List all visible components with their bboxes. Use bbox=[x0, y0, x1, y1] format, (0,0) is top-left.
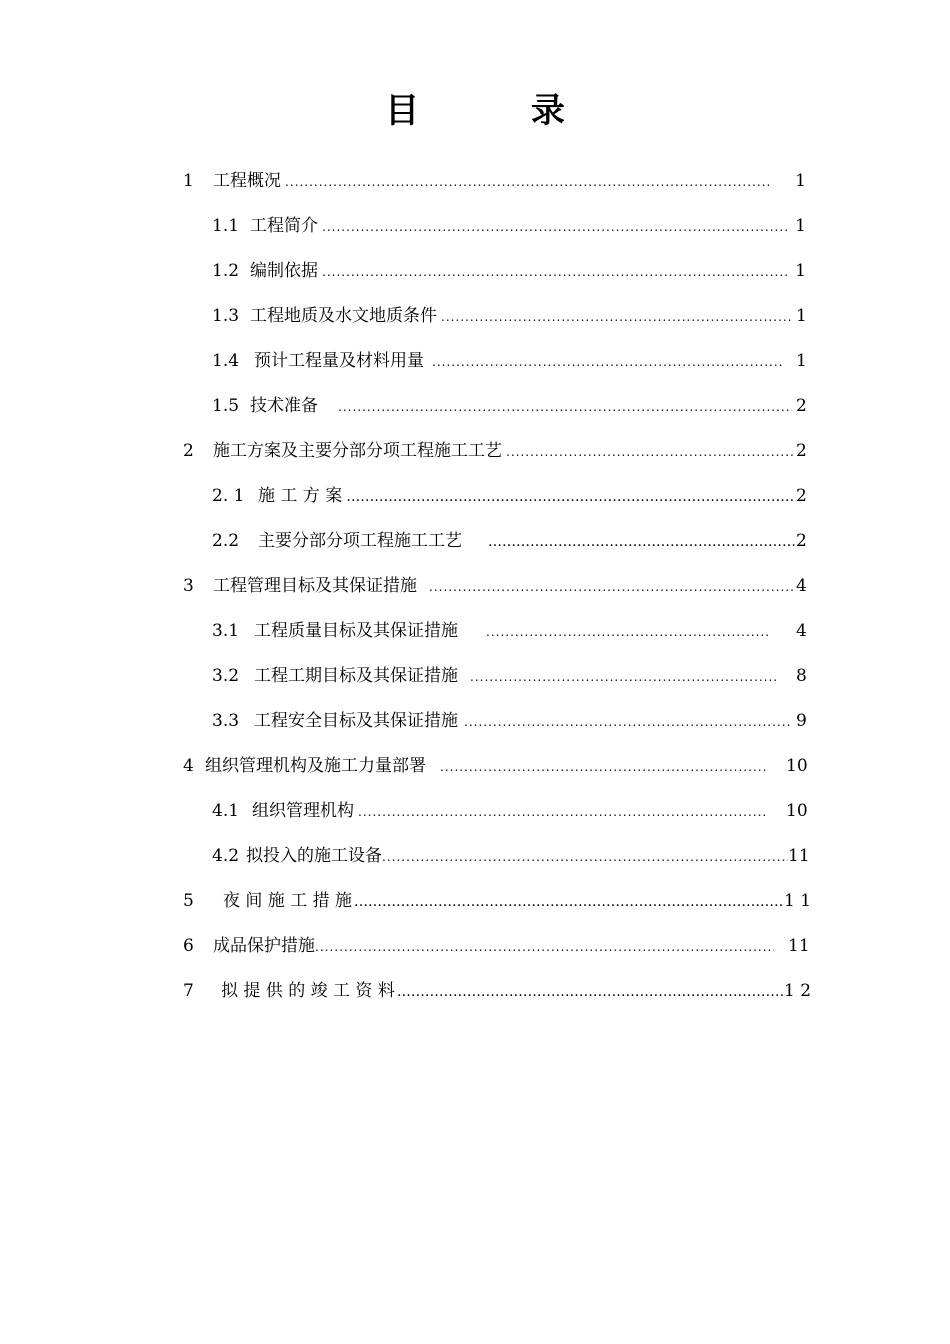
toc-leader bbox=[441, 304, 792, 330]
toc-number: 1 bbox=[183, 171, 194, 191]
toc-entry[interactable] bbox=[212, 348, 806, 374]
toc-leader bbox=[470, 664, 778, 690]
toc-title: 组织管理机构及施工力量部署 bbox=[205, 756, 426, 776]
toc-leader bbox=[354, 889, 784, 915]
toc-entry[interactable] bbox=[183, 573, 806, 599]
toc-leader bbox=[358, 799, 768, 825]
toc-title: 工程质量目标及其保证措施 bbox=[254, 621, 458, 641]
toc-leader bbox=[315, 934, 774, 960]
toc-page-number: 1 2 bbox=[784, 981, 812, 1001]
toc-number: 1.4 bbox=[212, 351, 240, 371]
toc-leader bbox=[397, 979, 784, 1005]
toc-entry[interactable] bbox=[183, 888, 812, 914]
toc-entry[interactable] bbox=[212, 213, 806, 239]
toc-page-number: 4 bbox=[796, 576, 807, 596]
toc-leader bbox=[322, 259, 788, 285]
toc-entry[interactable] bbox=[212, 618, 806, 644]
toc-page-number: 2 bbox=[796, 396, 807, 416]
toc-page-number: 1 bbox=[795, 171, 806, 191]
toc-page-number: 10 bbox=[786, 801, 808, 821]
toc-entry[interactable] bbox=[212, 798, 806, 824]
toc-entry[interactable] bbox=[212, 843, 810, 869]
toc-title: 拟 提 供 的 竣 工 资 料 bbox=[221, 981, 395, 1001]
toc-entry[interactable] bbox=[212, 258, 806, 284]
toc-number: 6 bbox=[183, 936, 194, 956]
toc-title: 组织管理机构 bbox=[252, 801, 354, 821]
toc-title: 成品保护措施 bbox=[213, 936, 315, 956]
toc-entry[interactable] bbox=[212, 483, 806, 509]
toc-title: 施 工 方 案 bbox=[258, 486, 343, 506]
toc-title: 工程管理目标及其保证措施 bbox=[213, 576, 417, 596]
toc-page-number: 4 bbox=[796, 621, 807, 641]
toc-entry[interactable] bbox=[212, 393, 806, 419]
toc-title: 工程工期目标及其保证措施 bbox=[254, 666, 458, 686]
toc-leader bbox=[346, 484, 796, 510]
toc-page-number: 8 bbox=[796, 666, 807, 686]
toc-entry[interactable] bbox=[212, 663, 806, 689]
toc-page-number: 2 bbox=[796, 531, 807, 551]
toc-entry[interactable] bbox=[183, 753, 806, 779]
toc-leader bbox=[440, 754, 768, 780]
toc-title: 预计工程量及材料用量 bbox=[254, 351, 424, 371]
toc-page-number: 11 bbox=[788, 936, 810, 956]
toc-number: 3 bbox=[183, 576, 194, 596]
toc-leader bbox=[285, 169, 772, 195]
toc-title: 工程地质及水文地质条件 bbox=[250, 306, 437, 326]
toc-page-number: 1 bbox=[796, 306, 807, 326]
toc-number: 3.2 bbox=[212, 666, 240, 686]
toc-number: 1.1 bbox=[212, 216, 240, 236]
toc-title: 施工方案及主要分部分项工程施工工艺 bbox=[213, 441, 502, 461]
toc-number: 3.1 bbox=[212, 621, 240, 641]
toc-leader bbox=[486, 619, 770, 645]
toc-entry[interactable] bbox=[183, 168, 806, 194]
toc-page-number: 1 bbox=[795, 216, 806, 236]
page-title: 目 录 bbox=[385, 91, 615, 131]
toc-page-number: 1 bbox=[796, 351, 807, 371]
toc-leader bbox=[488, 529, 796, 555]
toc-number: 4.2 bbox=[212, 846, 240, 866]
toc-number: 3.3 bbox=[212, 711, 240, 731]
toc-page-number: 1 1 bbox=[784, 891, 812, 911]
toc-title: 工程安全目标及其保证措施 bbox=[254, 711, 458, 731]
toc-entry[interactable] bbox=[183, 438, 806, 464]
toc-number: 1.5 bbox=[212, 396, 240, 416]
toc-number: 4 bbox=[183, 756, 194, 776]
toc-number: 2. 1 bbox=[212, 486, 245, 506]
toc-leader bbox=[464, 709, 792, 735]
toc-number: 2.2 bbox=[212, 531, 240, 551]
toc-leader bbox=[429, 574, 796, 600]
toc-entry[interactable] bbox=[183, 933, 810, 959]
toc-number: 1.3 bbox=[212, 306, 240, 326]
toc-leader bbox=[338, 394, 792, 420]
toc-entry[interactable] bbox=[212, 708, 806, 734]
toc-entry[interactable] bbox=[212, 303, 806, 329]
toc-entry[interactable] bbox=[212, 528, 806, 554]
toc-title: 工程概况 bbox=[213, 171, 281, 191]
toc-page-number: 9 bbox=[796, 711, 807, 731]
toc-title: 编制依据 bbox=[250, 261, 318, 281]
toc-number: 1.2 bbox=[212, 261, 240, 281]
toc-page-number: 1 bbox=[795, 261, 806, 281]
toc-leader bbox=[322, 214, 788, 240]
toc-page-number: 2 bbox=[796, 441, 807, 461]
toc-number: 5 bbox=[183, 891, 194, 911]
toc-title: 工程简介 bbox=[250, 216, 318, 236]
toc-number: 2 bbox=[183, 441, 194, 461]
toc-number: 4.1 bbox=[212, 801, 240, 821]
toc-title: 拟投入的施工设备 bbox=[246, 846, 382, 866]
toc-page-number: 11 bbox=[788, 846, 810, 866]
toc-number: 7 bbox=[183, 981, 194, 1001]
toc-leader bbox=[382, 844, 788, 870]
toc-page-number: 2 bbox=[796, 486, 807, 506]
toc-page-number: 10 bbox=[786, 756, 808, 776]
toc-title: 主要分部分项工程施工工艺 bbox=[258, 531, 462, 551]
toc-leader bbox=[432, 349, 782, 375]
toc-leader bbox=[506, 439, 796, 465]
toc-title: 夜 间 施 工 措 施 bbox=[223, 891, 353, 911]
toc-title: 技术准备 bbox=[250, 396, 318, 416]
toc-entry[interactable] bbox=[183, 978, 812, 1004]
